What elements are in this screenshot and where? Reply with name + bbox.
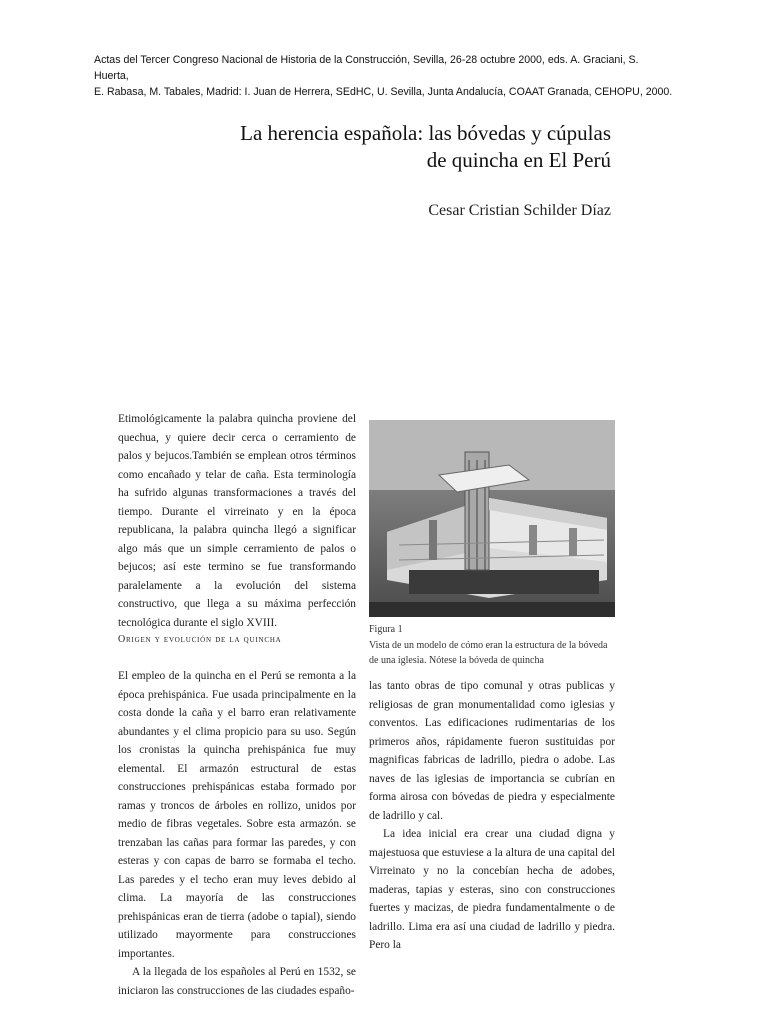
section-heading: Origen y evolución de la quincha bbox=[118, 634, 282, 645]
intro-column bbox=[118, 410, 356, 632]
title-line-2: de quincha en El Perú bbox=[426, 148, 611, 172]
intro-paragraph: Etimológicamente la palabra quincha proviene del quechua, y quiere decir cerca o cerramiento de palos y bejucos.También se emplean otros términos como encañado y telar de caña. Esta terminología ha sufrido algunas transformaciones a través del tiempo. Durante el virreinato y en la época republicana, la palabra quincha llegó a significar algo más que un simple cerramiento de palos o bejucos; así este termino se fue transformando paralelamente a la evolución del sistema constructivo, que llega a su máxima perfección tecnológica durante el siglo XVIII. bbox=[118, 413, 356, 629]
title-line-1: La herencia española: las bóvedas y cúpulas bbox=[240, 121, 611, 145]
figure-photo bbox=[369, 420, 615, 617]
right-paragraph-1: las tanto obras de tipo comunal y otras publicas y religiosas de gran monumentalidad como iglesias y conventos. Las edificaciones rudimentarias de los primeros años, rápidamente fueron sustituidas por magnificas fabricas de ladrillo, piedra o adobe. Las naves de las iglesias de importancia se cubrían en forma airosa con bóvedas de piedra y especialmente de ladrillo y cal. bbox=[369, 680, 615, 822]
church-model-image bbox=[369, 420, 615, 617]
left-column bbox=[118, 667, 356, 1000]
figure-label: Figura 1 bbox=[369, 624, 403, 635]
section-paragraph-2: A la llegada de los españoles al Perú en 1532, se iniciaron las construcciones de las ciudades españo- bbox=[118, 966, 356, 997]
author-name: Cesar Cristian Schilder Díaz bbox=[428, 202, 611, 219]
header-line-2: E. Rabasa, M. Tabales, Madrid: I. Juan de Herrera, SEdHC, U. Sevilla, Junta Andalucía, COAAT Granada, CEHOPU, 2000. bbox=[94, 86, 673, 98]
figure-caption-text: Vista de un modelo de cómo eran la estructura de la bóveda de una iglesia. Nótese la bóveda de quincha bbox=[369, 640, 608, 666]
figure-caption bbox=[369, 638, 617, 668]
publication-header bbox=[94, 52, 674, 100]
article-title bbox=[240, 120, 611, 174]
right-paragraph-2: La idea inicial era crear una ciudad digna y majestuosa que estuviese a la altura de una capital del Virreinato y no la concebían hecha de adobes, maderas, tapias y esteras, sino con construcciones fuertes y macizas, de piedra fundamentalmente o de ladrillo. Lima era así una ciudad de ladrillo y piedra. Pero la bbox=[369, 828, 615, 951]
right-column bbox=[369, 677, 615, 955]
section-paragraph-1: El empleo de la quincha en el Perú se remonta a la época prehispánica. Fue usada principalmente en la costa donde la caña y el barro eran relativamente abundantes y el clima propicio para su uso. Según los cronistas la quincha prehispánica fue muy elemental. El armazón estructural de estas construcciones prehispánicas estaba formado por ramas y troncos de árboles en rollizo, unidos por medio de fibras vegetales. Sobre esta armazón. se trenzaban las cañas para formar las paredes, y con esteras y con capas de barro se formaba el techo. Las paredes y el techo eran muy leves debido al clima. La mayoría de las construcciones prehispánicas eran de tierra (adobe o tapial), siendo utilizado mayormente para construcciones importantes. bbox=[118, 670, 356, 960]
header-line-1: Actas del Tercer Congreso Nacional de Historia de la Construcción, Sevilla, 26-28 octubre 2000, eds. A. Graciani, S. Huerta, bbox=[94, 54, 639, 82]
